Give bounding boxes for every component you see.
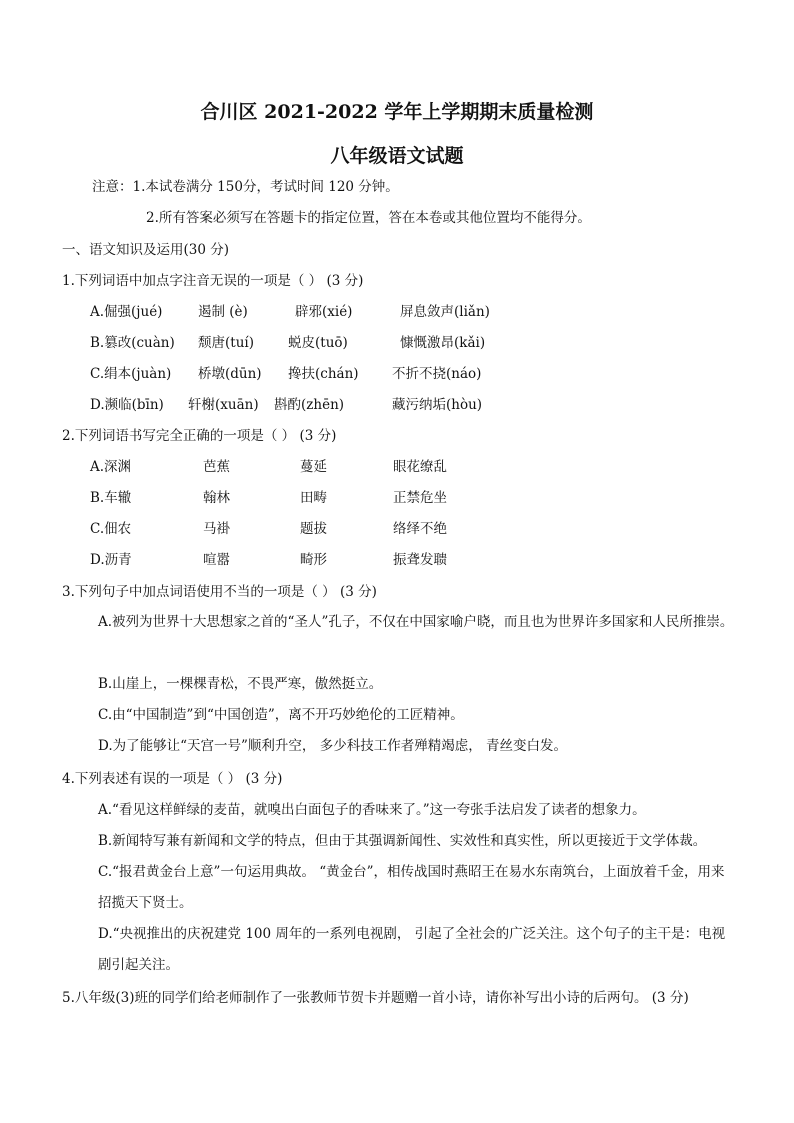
q3-option-d: D.为了能够让“天宫一号”顺利升空， 多少科技工作者殚精竭虑， 青丝变白发。 — [98, 738, 568, 754]
exam-title: 合川区 2021-2022 学年上学期期末质量检测 — [200, 101, 594, 123]
notice-line-2: 2.所有答案必须写在答题卡的指定位置，答在本卷或其他位置均不能得分。 — [146, 210, 591, 226]
q2-c-1: C.佃农 — [90, 521, 132, 537]
q4-option-d: D.“央视推出的庆祝建党 100 周年的一系列电视剧， 引起了全社会的广泛关注。这个句子的主干是：电视剧引起关注。 — [98, 926, 726, 973]
q2-d-4: 振聋发聩 — [393, 552, 447, 568]
q1-a-3: 辟邪(xié) — [295, 304, 353, 320]
q2-row-d — [90, 550, 610, 570]
q1-c-2: 桥墩(dūn) — [198, 366, 262, 382]
q3-option-a-wrap — [98, 607, 738, 638]
q2-c-3: 题拔 — [300, 521, 327, 537]
q1-d-3: 斟酌(zhēn) — [274, 397, 345, 413]
q2-a-2: 芭蕉 — [203, 459, 230, 475]
q1-b-4: 慷慨激昂(kǎi) — [400, 335, 486, 351]
q3-option-a: A.被列为世界十大思想家之首的“圣人”孔子，不仅在中国家喻户晓，而且也为世界许多国家和人民所推崇。 — [98, 614, 734, 630]
q2-c-2: 马褂 — [203, 521, 230, 537]
q2-a-3: 蔓延 — [300, 459, 327, 475]
q1-d-1: D.濒临(bīn) — [90, 397, 164, 413]
q1-b-2: 颓唐(tuí) — [198, 335, 254, 351]
q1-row-c — [90, 364, 610, 384]
q5-stem: 5.八年级(3)班的同学们给老师制作了一张教师节贺卡并题赠一首小诗，请你补写出小诗的后两句。 (3 分) — [62, 990, 689, 1006]
q2-b-2: 翰林 — [203, 490, 230, 506]
q4-option-c: C.“报君黄金台上意”一句运用典故。 “黄金台”，相传战国时燕昭王在易水东南筑台，上面放着千金，用来招揽天下贤士。 — [98, 864, 725, 911]
q2-row-a — [90, 457, 610, 477]
q1-a-1: A.倔强(jué) — [90, 304, 163, 320]
q2-d-2: 喧嚣 — [203, 552, 230, 568]
section-title: 一、语文知识及运用(30 分) — [62, 242, 230, 258]
q1-d-4: 藏污纳垢(hòu) — [392, 397, 483, 413]
q1-b-3: 蜕皮(tuō) — [288, 335, 348, 351]
q3-option-b: B.山崖上，一棵棵青松，不畏严寒，傲然挺立。 — [98, 676, 383, 692]
q1-row-a — [90, 302, 610, 322]
q2-a-1: A.深渊 — [90, 459, 132, 475]
q1-b-1: B.篡改(cuàn) — [90, 335, 175, 351]
q2-b-4: 正禁危坐 — [393, 490, 447, 506]
q2-d-3: 畸形 — [300, 552, 327, 568]
q2-a-4: 眼花缭乱 — [393, 459, 447, 475]
q1-c-3: 搀扶(chán) — [288, 366, 359, 382]
q1-a-4: 屏息敛声(liǎn) — [400, 304, 490, 320]
exam-subtitle: 八年级语文试题 — [330, 145, 464, 167]
q2-d-1: D.沥青 — [90, 552, 132, 568]
q2-b-3: 田畴 — [300, 490, 327, 506]
q1-stem: 1.下列词语中加点字注音无误的一项是（ ） (3 分) — [62, 273, 364, 289]
q1-a-2: 遏制 (è) — [198, 304, 248, 320]
q2-c-4: 络绎不绝 — [393, 521, 447, 537]
q2-b-1: B.车辙 — [90, 490, 132, 506]
q3-option-c: C.由“中国制造”到“中国创造”，离不开巧妙绝伦的工匠精神。 — [98, 707, 464, 723]
q4-stem: 4.下列表述有误的一项是（ ） (3 分) — [62, 771, 283, 787]
q4-option-b: B.新闻特写兼有新闻和文学的特点，但由于其强调新闻性、实效性和真实性，所以更接近于文学体裁。 — [98, 833, 707, 849]
q2-row-b — [90, 488, 610, 508]
q4-option-a: A.“看见这样鲜绿的麦苗，就嗅出白面包子的香味来了。”这一夸张手法启发了读者的想象力。 — [98, 802, 646, 818]
q1-c-4: 不折不挠(náo) — [392, 366, 482, 382]
q2-row-c — [90, 519, 610, 539]
notice-line-1: 注意：1.本试卷满分 150分，考试时间 120 分钟。 — [92, 179, 399, 195]
q1-row-d — [90, 395, 610, 415]
q1-d-2: 轩榭(xuān) — [188, 397, 259, 413]
q3-stem: 3.下列句子中加点词语使用不当的一项是（ ） (3 分) — [62, 584, 377, 600]
q1-row-b — [90, 333, 610, 353]
q1-c-1: C.绢本(juàn) — [90, 366, 172, 382]
q2-stem: 2.下列词语书写完全正确的一项是（ ） (3 分) — [62, 428, 337, 444]
